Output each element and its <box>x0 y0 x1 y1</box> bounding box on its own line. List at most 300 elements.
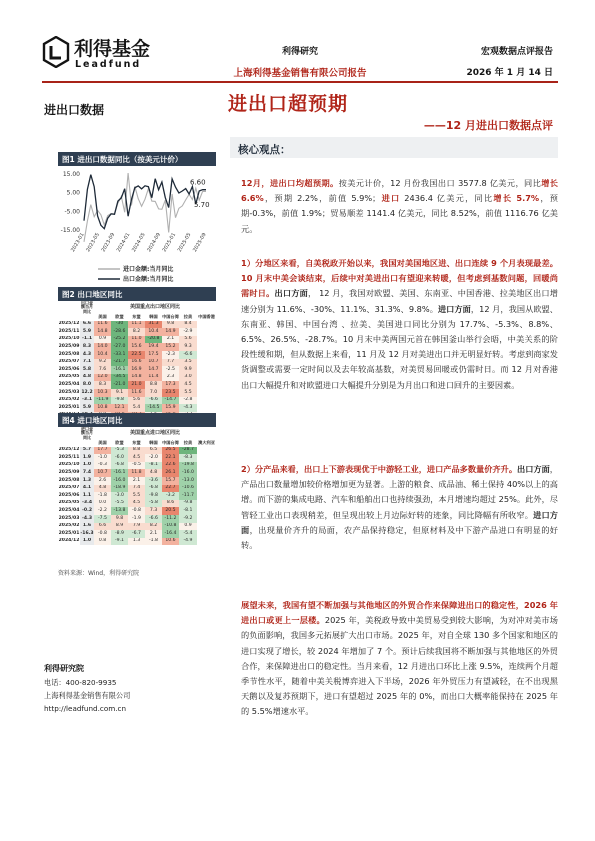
table-cell: 9.8 <box>111 515 128 523</box>
table-cell: -14.5 <box>145 404 162 412</box>
row-date: 2025/06 <box>58 366 80 372</box>
table-cell: -3.6 <box>145 477 162 485</box>
table-cell: 8.8 <box>128 447 145 455</box>
table-cell: -9.8 <box>145 492 162 500</box>
table-cell: -21.7 <box>111 359 128 367</box>
table-cell: -5.3 <box>111 447 128 455</box>
table-cell: 9.3 <box>179 343 197 351</box>
table-cell: -7.5 <box>94 515 111 523</box>
column-header: 美国 <box>98 314 107 320</box>
table-cell: 5.5 <box>128 492 145 500</box>
table-cell: 1.1 <box>80 492 94 500</box>
row-date: 2025/06 <box>58 492 80 498</box>
table-row <box>58 507 216 515</box>
core-view-label: 核心观点： <box>238 144 291 156</box>
table-cell: -2.0 <box>145 454 162 462</box>
report-title: 进出口超预期 <box>228 93 349 115</box>
table-cell: -28.7 <box>179 447 197 455</box>
figure-1-label: 图1 进出口数据同比（按美元计价） <box>62 155 183 164</box>
left-section-title: 进出口数据 <box>44 103 105 117</box>
header-divider <box>42 81 558 83</box>
x-tick-label: 2025-01 <box>161 232 178 254</box>
logo-text-cn: 利得基金 <box>74 38 151 60</box>
table-cell: 8.2 <box>128 328 145 336</box>
product-export-text: ，产品出口数量增加较价格增加更为显著。上游的粮食、成品油、稀土保持 40%以上的高增。而下游的集成电路、汽车和船舶出口也持续强劲，本月增速均超过 25%。此外，尽管轻工业出口表现稍差，但呈现出较上月边际好转的迹象，同比降幅有所收窄。 <box>241 464 558 520</box>
table-cell: -4.3 <box>81 515 93 521</box>
table-row <box>58 321 216 329</box>
table-cell: -8.9 <box>111 530 128 538</box>
y-tick-label: -15.00 <box>60 227 80 234</box>
table-cell: -6.8 <box>111 462 128 470</box>
table-cell: -16.0 <box>111 477 128 485</box>
summary-import-label: 进口 <box>380 193 401 204</box>
table-cell: 17.5 <box>145 351 162 359</box>
table-row <box>58 328 216 336</box>
table-cell: -9.8 <box>111 397 128 405</box>
table-cell: -5.5 <box>111 500 128 508</box>
table-cell: -0.8 <box>94 530 111 538</box>
table-cell: -0.3 <box>94 462 111 470</box>
table-cell: 11.4 <box>145 374 162 382</box>
table-cell: 9.9 <box>179 366 197 374</box>
table-cell: 4.8 <box>94 485 111 493</box>
row-date: 2025/11 <box>58 328 80 334</box>
table-cell: -0.5 <box>128 462 145 470</box>
table-cell: -5.8 <box>145 500 162 508</box>
table-cell: 12.0 <box>94 374 111 382</box>
table-cell: 17.3 <box>162 381 179 389</box>
table-row <box>58 454 216 462</box>
summary-text-d: ，预期-0.3%，前值 1.9%；贸易顺差 1141.4 亿美元，同比 8.52%，前值 1116.76 亿美元。 <box>241 193 558 234</box>
row-date: 2025/12 <box>58 321 80 327</box>
table-cell: 2.1 <box>128 477 145 485</box>
table-cell: -28.6 <box>111 328 128 336</box>
x-tick-label: 2024-01 <box>115 232 132 254</box>
table-cell: 9.1 <box>111 389 128 397</box>
table-cell: 10.8 <box>94 404 111 412</box>
table-cell: -5.4 <box>179 530 197 538</box>
table-cell: 5.9 <box>80 404 94 412</box>
table-cell: -6.6 <box>179 351 197 359</box>
table-cell: 14.8 <box>128 374 145 382</box>
table-row <box>58 404 216 412</box>
table-cell: 7.9 <box>128 523 145 531</box>
table-cell: 15.7 <box>162 477 179 485</box>
table-cell: 20.5 <box>162 507 179 515</box>
table-cell: -8.1 <box>179 507 197 515</box>
table-cell: 7.4 <box>128 485 145 493</box>
table-cell: 0.9 <box>94 336 111 344</box>
table-cell: 0.8 <box>94 538 111 546</box>
table-cell: -11.9 <box>94 397 111 405</box>
table-cell: 1.6 <box>80 523 94 531</box>
table-row <box>58 530 216 538</box>
region-lead: 1）分地区来看，自美税政开始以来，我国对美国地区进、出口连续 9 个月表现最差。10 月末中美会谈结束，后续中对美进出口有望迎来转暖，但考虑到基数问题，回暖尚需时日。 <box>241 258 558 299</box>
x-tick-label: 2024-05 <box>131 232 147 254</box>
row-date: 2025/08 <box>58 477 80 483</box>
row-date: 2025/10 <box>58 462 80 468</box>
header-total: 出口金额当月同比 <box>81 301 93 314</box>
table-cell: 16.9 <box>128 366 145 374</box>
header-report-type: 宏观数据点评报告 <box>480 47 553 57</box>
row-date: 2025/09 <box>58 470 80 475</box>
column-header: 欧盟 <box>115 314 124 320</box>
table-cell: 10.4 <box>145 328 162 336</box>
table-cell: 4.5 <box>128 454 145 462</box>
column-header: 中国台湾 <box>162 440 179 446</box>
table-cell: 1.9 <box>80 454 94 462</box>
table-row <box>58 462 216 470</box>
x-tick-label: 2023-09 <box>100 232 117 254</box>
table-cell: 1.3 <box>80 477 94 485</box>
table-cell: 11.6 <box>128 389 145 397</box>
row-date: 2024/12 <box>58 538 80 544</box>
table-row <box>58 447 216 455</box>
table-row <box>58 492 216 500</box>
table-cell: -8.3 <box>179 454 197 462</box>
table-cell: 1.0 <box>80 462 94 470</box>
column-header: 拉美 <box>183 314 193 320</box>
row-date: 2025/11 <box>58 454 80 460</box>
table-cell: 10.7 <box>145 359 162 367</box>
table-cell: -9.2 <box>179 515 197 523</box>
table-cell: 5.6 <box>179 336 197 344</box>
table-row <box>58 515 216 523</box>
table-cell: -30 <box>111 321 128 329</box>
table-cell: 0.0 <box>94 500 111 508</box>
region-export-label: 出口方面 <box>274 288 308 299</box>
column-header: 韩国 <box>149 314 158 320</box>
summary-export-growth: 增长 6.6% <box>241 178 558 204</box>
table-cell: -1.8 <box>145 538 162 546</box>
export-region-table <box>58 301 216 419</box>
table-cell: -1.9 <box>128 515 145 523</box>
table-cell: 26.5 <box>162 447 179 455</box>
row-date: 2025/07 <box>58 485 80 491</box>
contact-title: 利得研究院 <box>44 664 84 673</box>
figure-1-title <box>58 152 216 166</box>
x-tick-label: 2023-01 <box>70 232 86 254</box>
contact-company: 上海利得基金销售有限公司 <box>44 691 131 700</box>
figure-4-label: 图4 进口地区同比 <box>62 416 123 425</box>
row-date: 2025/02 <box>58 397 80 403</box>
column-header: 澳大利亚 <box>198 440 215 446</box>
product-lead: 2）分产品来看，出口上下游表现优于中游轻工业，进口产品多数量价齐升。 <box>241 464 518 474</box>
table-cell: 21.0 <box>128 381 145 389</box>
row-date: 2025/05 <box>58 500 80 506</box>
column-header: 韩国 <box>149 440 158 446</box>
summary-import-growth: 增长 5.7% <box>493 193 540 204</box>
table-cell: -8.1 <box>145 462 162 470</box>
summary-lead: 12月，进出口均超预期。 <box>241 178 339 188</box>
row-date: 2025/04 <box>58 507 80 513</box>
header-company-name: 上海利得基金销售有限公司报告 <box>233 68 367 79</box>
table-row <box>58 366 216 374</box>
table-cell: 9.8 <box>162 321 179 329</box>
legend-label: 出口金额:当月同比 <box>123 276 174 284</box>
table-cell: -0.8 <box>128 507 145 515</box>
table-cell: 2.1 <box>145 530 162 538</box>
table-cell: 16.6 <box>128 359 145 367</box>
header-total: 进口金额当月同比 <box>81 427 93 440</box>
table-row <box>58 389 216 397</box>
table-row <box>58 343 216 351</box>
table-row <box>58 397 216 405</box>
column-header: 东盟 <box>132 440 141 446</box>
table-cell: 4.5 <box>179 381 197 389</box>
row-date: 2025/04 <box>58 381 80 387</box>
table-cell: 7.1 <box>80 359 94 367</box>
report-subtitle: ——12 月进出口数据点评 <box>423 119 553 132</box>
y-tick-label: 5.00 <box>66 189 80 197</box>
row-date: 2025/01 <box>58 530 80 536</box>
table-cell: 6.5 <box>145 447 162 455</box>
column-header: 欧盟 <box>115 440 124 446</box>
table-cell: 12.2 <box>81 389 93 395</box>
table-cell: 0.9 <box>179 523 197 531</box>
table-cell: -20.8 <box>145 336 162 344</box>
contact-website[interactable]: http://leadfund.com.cn <box>44 704 127 713</box>
table-cell: -9.8 <box>179 500 197 508</box>
outlook-lead: 展望未来，我国有望不断加强与其他地区的外贸合作来保障进出口的稳定性，2026 年进出口或更上一层楼。 <box>241 600 558 626</box>
table-cell: 5.5 <box>179 389 197 397</box>
product-import-label: 进口方面 <box>241 509 558 535</box>
table-cell: 11.6 <box>94 321 111 329</box>
table-cell: 1.0 <box>80 538 94 546</box>
table-cell: 10.3 <box>94 389 111 397</box>
row-date: 2025/01 <box>58 404 80 410</box>
table-cell: -4.3 <box>179 404 197 412</box>
table-cell: 8.3 <box>94 381 111 389</box>
table-row <box>58 374 216 382</box>
table-cell: 4.3 <box>80 351 94 359</box>
table-cell: -33.1 <box>111 351 128 359</box>
legend-label: 进口金额:当月同比 <box>123 266 174 274</box>
column-header: 东盟 <box>132 314 141 320</box>
region-export-text: ， 12 月，我国对欧盟、美国、东南亚、中国香港、拉美地区出口增速分别为 11.6%、-30%、11.1%、31.3%、9.8%。 <box>241 288 558 314</box>
table-cell: 14.9 <box>162 328 179 336</box>
report-header <box>0 0 595 84</box>
table-cell: 7.0 <box>145 389 162 397</box>
table-row <box>58 381 216 389</box>
table-cell: 23.5 <box>162 389 179 397</box>
table-row <box>58 538 216 546</box>
table-cell: -10.6 <box>179 485 197 493</box>
table-cell: 3.0 <box>179 374 197 382</box>
table-cell: 10.6 <box>162 538 179 546</box>
table-cell: -6.6 <box>145 397 162 405</box>
table-cell: 4.8 <box>80 374 94 382</box>
table-cell: -2.2 <box>94 507 111 515</box>
table-cell: 10.4 <box>94 351 111 359</box>
table-cell: -4.9 <box>179 538 197 546</box>
table-cell: 12.1 <box>111 404 128 412</box>
annotation-import-latest: 5.70 <box>194 200 210 209</box>
table-cell: -16.3 <box>80 530 94 536</box>
table-cell: -3.2 <box>162 492 179 500</box>
table-cell: 4.5 <box>128 500 145 508</box>
table-cell: -2.9 <box>179 328 197 336</box>
header-research-label: 利得研究 <box>281 47 318 57</box>
table-cell: 7.7 <box>162 359 179 367</box>
table-cell: 22.5 <box>128 351 145 359</box>
series-line-import <box>84 173 206 242</box>
product-export-label: 出口方面 <box>517 464 550 474</box>
outlook-text: 2025 年，美税政导致中美贸易受到较大影响，为对冲对美市场的负面影响，我国多元拓展扩大出口市场。2025 年，对自全球 130 多个国家和地区的进口实现了增长，较 2024 年增加了 7 个。预计后续我国将不断加强与其他地区的外贸合作，来保障进出口的稳定性。当月来看，12 月进出口环比上涨 9.5%，连续两个月超季节性水平，随着中美关税博弈进入下半场，2026 年外贸压力有望减轻，在不出现黑天鹅以及复苏预期下，进口有望超过 2025 年的 0%，而出口大概率能保持在 2025 年的 5.5%增速水平。 <box>241 615 558 717</box>
contact-phone: 电话：400-820-9935 <box>44 678 117 687</box>
table-cell: -16.1 <box>111 366 128 374</box>
summary-text-c: 2436.4 亿美元，同比 <box>400 193 494 204</box>
table-cell: 26.1 <box>162 469 179 477</box>
table-cell: -2.3 <box>162 351 179 359</box>
product-import-text: ，出现量价齐升的局面，农产品保持稳定，但原材料及中下游产品进口有明显的好转。 <box>241 524 558 551</box>
table-cell: -16.0 <box>179 469 197 477</box>
table-cell: 4.1 <box>80 485 94 493</box>
figure-2-label: 图2 出口地区同比 <box>62 290 123 299</box>
table-row <box>58 359 216 367</box>
table-row <box>58 485 216 493</box>
table-cell: -13.0 <box>179 477 197 485</box>
table-cell: 22.7 <box>162 485 179 493</box>
table-row <box>58 351 216 359</box>
table-cell: -2.8 <box>179 397 197 405</box>
leadfund-logo-icon <box>42 36 70 68</box>
table-cell: 14.8 <box>94 328 111 336</box>
table-cell: -11.7 <box>179 492 197 500</box>
row-date: 2025/10 <box>58 336 80 342</box>
trade-yoy-line-chart <box>58 168 216 286</box>
table-cell: 5.6 <box>128 397 145 405</box>
table-cell: 2.6 <box>94 477 111 485</box>
row-date: 2025/02 <box>58 523 80 529</box>
table-cell: -2.5 <box>162 366 179 374</box>
table-cell: 8.6 <box>162 500 179 508</box>
region-import-text: ，12 月，我国从欧盟、东南亚、韩国、中国台湾 、拉美、美国进口同比分别为 17.7%、-5.3%、8.8%、6.5%、26.5%、-28.7%。10 月末中美两国元首在韩国釜山举行会晤，中美关系的阶段性缓和期，但从数据上来看，11 月及 12 月对美进出口并无明显好转。考虑到商家发货调整或需要一定时间以及去年较高基数，对美贸易回暖或仍需时日。而 12 月对香港出口大幅提升和对欧盟进口大幅提升分别是为月出口和进口回升的主要因素。 <box>241 303 558 390</box>
company-logo <box>42 30 182 80</box>
column-header: 中国香港 <box>198 314 215 320</box>
summary-text-b: ，预期 2.2%，前值 5.9%； <box>263 193 381 204</box>
table-cell: 19.4 <box>145 343 162 351</box>
table-cell: 5.7 <box>80 447 94 455</box>
table-row <box>58 500 216 508</box>
table-cell: -6.6 <box>145 515 162 523</box>
x-tick-label: 2025-09 <box>192 232 208 254</box>
table-cell: 8.2 <box>145 523 162 531</box>
table-cell: 6.6 <box>94 523 111 531</box>
table-cell: 3.5 <box>179 359 197 367</box>
table-cell: 5.8 <box>80 366 94 374</box>
table-cell: -25.2 <box>111 336 128 344</box>
table-cell: 7.3 <box>145 507 162 515</box>
table-cell: 14.0 <box>94 343 111 351</box>
annotation-export-latest: 6.60 <box>190 178 206 187</box>
table-cell: -3.4 <box>81 500 93 506</box>
table-cell: -14.7 <box>162 397 179 405</box>
table-cell: 22.6 <box>162 462 179 470</box>
table-cell: 11.0 <box>128 336 145 344</box>
table-cell: 15.9 <box>162 404 179 412</box>
row-date: 2025/05 <box>58 374 80 380</box>
header-group: 美国重点进口地区同比 <box>130 430 181 437</box>
column-header: 拉美 <box>183 440 193 446</box>
x-tick-label: 2024-09 <box>146 232 162 254</box>
table-cell: -19.8 <box>179 462 197 470</box>
table-cell: 4.8 <box>145 469 162 477</box>
table-cell: 1.3 <box>128 538 145 546</box>
table-cell: 8.3 <box>80 343 94 351</box>
data-source-note: 资料来源：Wind，利得研究院 <box>58 570 140 577</box>
paragraph-by-product <box>241 462 558 553</box>
header-group: 美国重点出口地区同比 <box>130 304 181 311</box>
table-cell: -10.8 <box>162 523 179 531</box>
table-cell: -1.1 <box>81 336 93 342</box>
paragraph-outlook <box>241 598 558 720</box>
table-cell: 17.7 <box>94 447 111 455</box>
table-cell: -3.1 <box>81 397 93 403</box>
table-row <box>58 523 216 531</box>
y-tick-label: -5.00 <box>64 208 80 216</box>
table-cell: -6.8 <box>145 485 162 493</box>
table-cell: 11.1 <box>128 321 145 329</box>
row-date: 2025/08 <box>58 351 80 357</box>
import-region-table <box>58 427 216 545</box>
table-cell: -11.2 <box>162 515 179 523</box>
table-cell: 14.7 <box>145 366 162 374</box>
table-cell: 7.4 <box>80 469 94 477</box>
table-cell: 2.3 <box>162 374 179 382</box>
table-cell: 5.9 <box>80 328 94 336</box>
figure-4-title <box>58 413 216 427</box>
table-cell: -0.2 <box>81 507 93 513</box>
table-cell: 8.4 <box>179 321 197 329</box>
table-cell: -16.4 <box>162 530 179 538</box>
table-cell: 8.0 <box>80 381 94 389</box>
figure-2-title <box>58 287 216 301</box>
row-date: 2025/12 <box>58 447 80 453</box>
table-cell: 6.6 <box>80 321 94 329</box>
header-date: 2026 年 1 月 14 日 <box>466 68 553 78</box>
table-cell: -1.0 <box>94 454 111 462</box>
table-cell: 11.8 <box>128 469 145 477</box>
table-cell: 22.1 <box>162 454 179 462</box>
logo-text-en: Leadfund <box>75 59 142 70</box>
table-cell: -27.0 <box>111 343 128 351</box>
table-cell: 15.2 <box>162 343 179 351</box>
table-cell: 9.2 <box>94 359 111 367</box>
row-date: 2025/03 <box>58 515 80 521</box>
x-tick-label: 2023-05 <box>85 232 101 254</box>
region-import-label: 进口方面 <box>437 303 471 314</box>
row-date: 2025/03 <box>58 389 80 395</box>
table-cell: 8.8 <box>145 381 162 389</box>
table-cell: -34.5 <box>111 374 128 382</box>
table-cell: -13.8 <box>111 507 128 515</box>
table-cell: 10.7 <box>94 469 111 477</box>
table-cell: -16.1 <box>111 469 128 477</box>
paragraph-summary <box>241 176 558 237</box>
table-row <box>58 336 216 344</box>
table-cell: -1.8 <box>94 492 111 500</box>
column-header: 中国台湾 <box>162 314 179 320</box>
table-cell: 5.4 <box>128 404 145 412</box>
table-row <box>58 477 216 485</box>
y-tick-label: 15.00 <box>62 171 80 178</box>
column-header: 美国 <box>98 440 107 446</box>
table-cell: -6.7 <box>128 530 145 538</box>
table-cell: 15.6 <box>128 343 145 351</box>
table-cell: -18.9 <box>111 485 128 493</box>
row-date: 2025/09 <box>58 344 80 349</box>
